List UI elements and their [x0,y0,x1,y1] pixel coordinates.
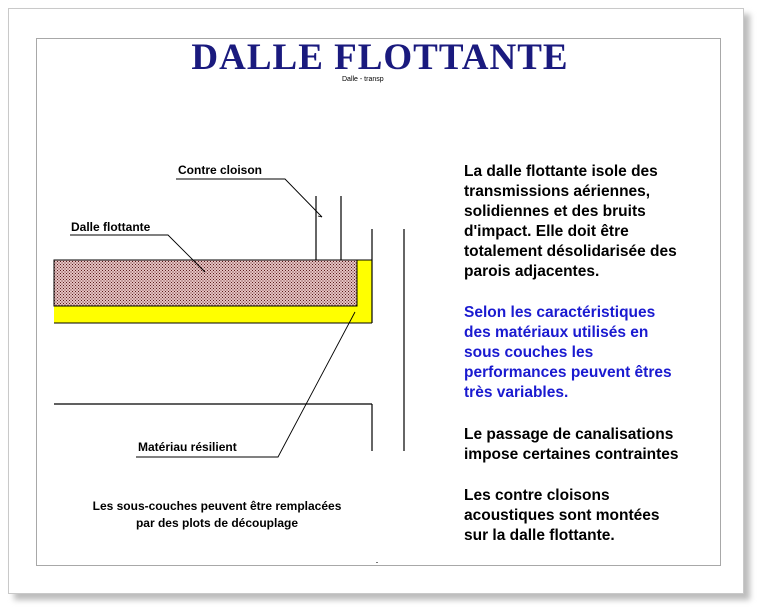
paragraph-contre-cloisons [464,486,724,546]
label-contre-cloison: Contre cloison [178,163,263,177]
sublayer-note [52,498,382,532]
text-line: parois adjacentes. [464,263,600,280]
text-line: acoustiques sont montées [464,507,660,524]
label-dalle-flottante: Dalle flottante [71,220,151,234]
text-line: sur la dalle flottante. [464,527,615,544]
paragraph-characteristics [464,303,724,403]
text-line: transmissions aériennes, [464,183,651,200]
footer-dot [376,562,378,563]
paragraph-isolation [464,162,724,282]
text-line: Les contre cloisons [464,487,610,504]
page-title: DALLE FLOTTANTE [191,37,569,78]
text-line: solidiennes et des bruits [464,203,646,220]
note-line: Les sous-couches peuvent être remplacées [92,499,342,513]
page-subtitle: Dalle - transp [342,76,384,83]
text-line: impose certaines contraintes [464,446,679,463]
text-line: d'impact. Elle doit être [464,223,629,240]
text-line: très variables. [464,384,569,401]
note-line: par des plots de découplage [135,516,299,530]
paragraph-canalisations [464,425,724,465]
text-line: des matériaux utilisés en [464,324,649,341]
leader-contre-cloison [176,179,322,217]
text-line: sous couches les [464,344,594,361]
text-line: Selon les caractéristiques [464,304,656,321]
leader-materiau [136,312,355,457]
floating-slab [54,260,357,306]
label-materiau-resilient: Matériau résilient [138,440,237,454]
text-line: totalement désolidarisée des [464,243,677,260]
text-line: La dalle flottante isole des [464,163,658,180]
text-line: performances peuvent êtres [464,364,672,381]
text-line: Le passage de canalisations [464,426,674,443]
